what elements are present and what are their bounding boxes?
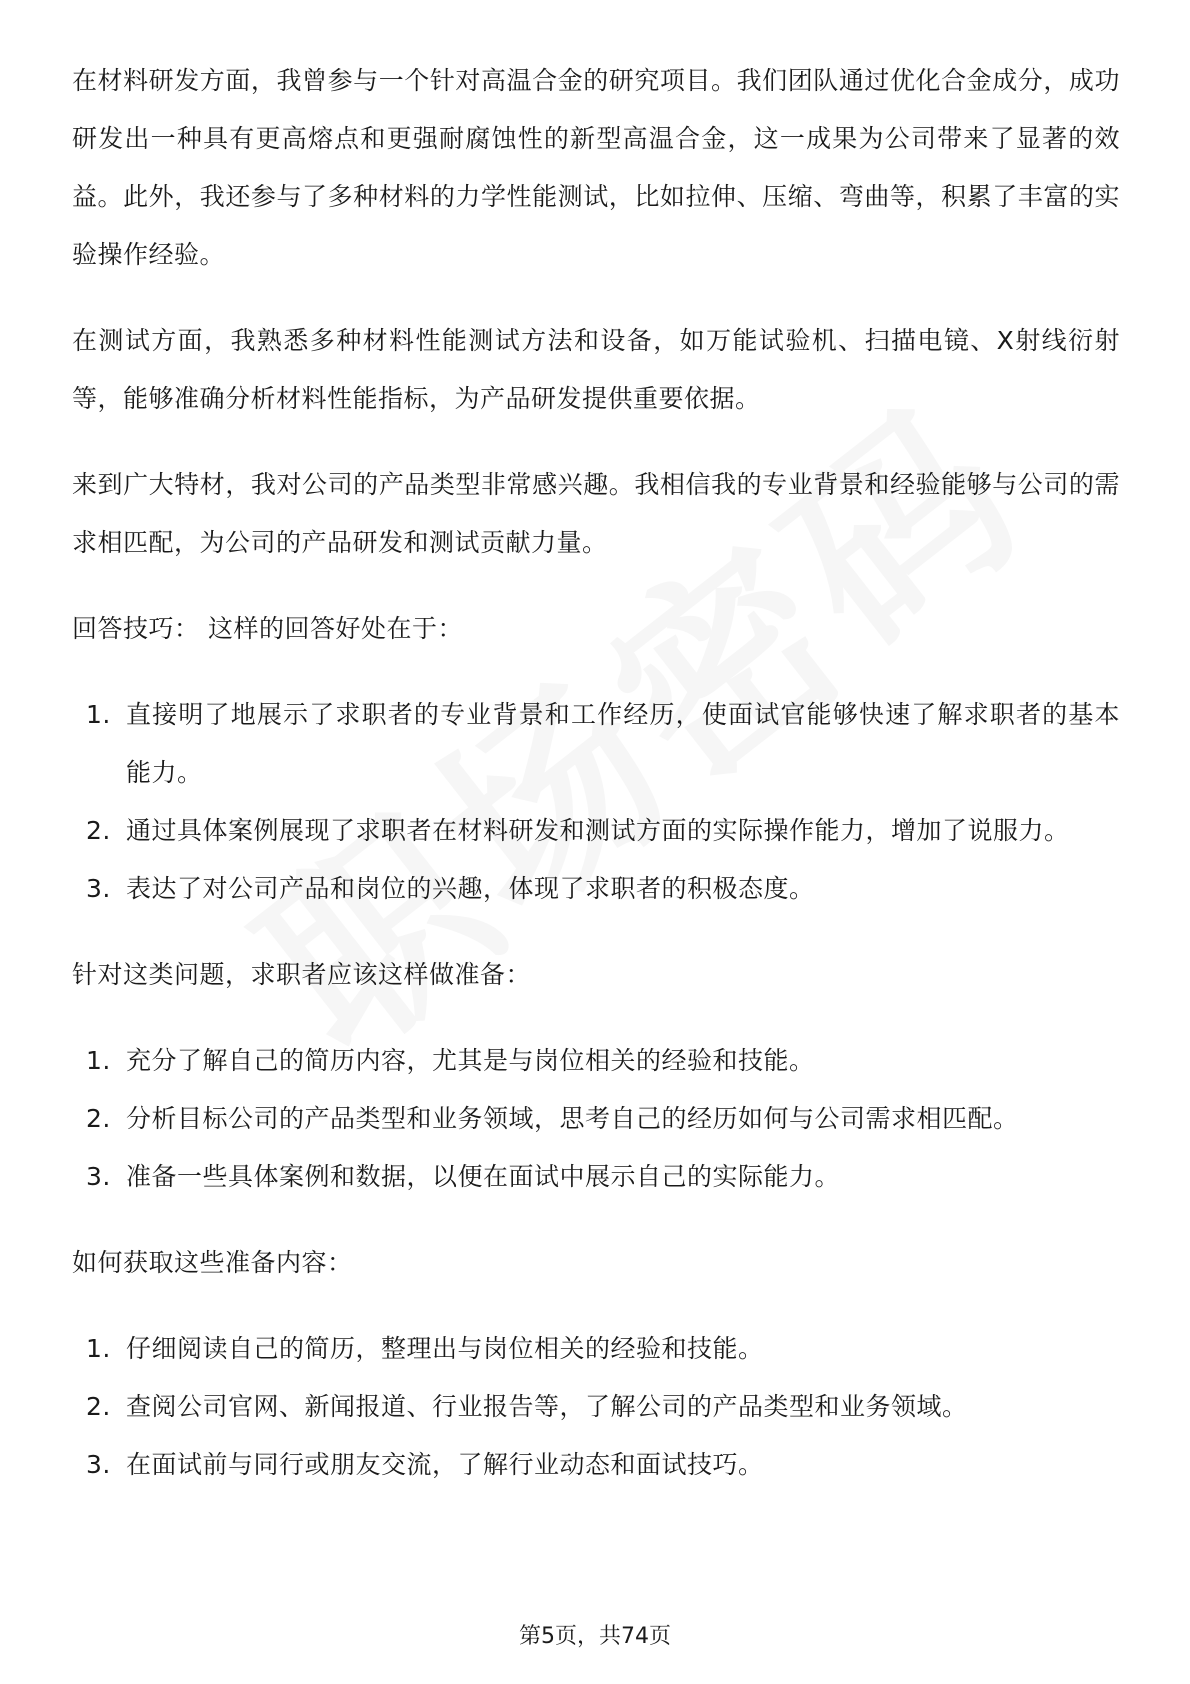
list-item bbox=[72, 1032, 1120, 1090]
section-heading-gathering: 如何获取这些准备内容： bbox=[72, 1248, 353, 1277]
section-heading-answer-tips: 回答技巧： 这样的回答好处在于： bbox=[72, 614, 463, 643]
list-item bbox=[72, 1320, 1120, 1378]
answer-tips-list bbox=[72, 686, 1120, 918]
list-item bbox=[72, 1378, 1120, 1436]
list-item-text: 准备一些具体案例和数据，以便在面试中展示自己的实际能力。 bbox=[126, 1162, 841, 1191]
list-item-text: 查阅公司官网、新闻报道、行业报告等，了解公司的产品类型和业务领域。 bbox=[126, 1392, 968, 1421]
paragraph-materials-rnd: 在材料研发方面，我曾参与一个针对高温合金的研究项目。我们团队通过优化合金成分，成功研发出一种具有更高熔点和更强耐腐蚀性的新型高温合金，这一成果为公司带来了显著的效益。此外，我还参与了多种材料的力学性能测试，比如拉伸、压缩、弯曲等，积累了丰富的实验操作经验。 bbox=[72, 66, 1120, 269]
page-number-footer: 第5页，共74页 bbox=[519, 1624, 671, 1649]
list-item-text: 直接明了地展示了求职者的专业背景和工作经历，使面试官能够快速了解求职者的基本能力。 bbox=[126, 700, 1120, 787]
list-number: 3. bbox=[86, 874, 111, 903]
list-item bbox=[72, 1148, 1120, 1206]
section-heading-preparation: 针对这类问题，求职者应该这样做准备： bbox=[72, 960, 532, 989]
list-item bbox=[72, 1436, 1120, 1494]
gathering-list bbox=[72, 1320, 1120, 1494]
list-number: 2. bbox=[86, 816, 111, 845]
paragraph-testing: 在测试方面，我熟悉多种材料性能测试方法和设备，如万能试验机、扫描电镜、X射线衍射等，能够准确分析材料性能指标，为产品研发提供重要依据。 bbox=[72, 326, 1120, 413]
list-item bbox=[72, 686, 1120, 802]
list-item bbox=[72, 802, 1120, 860]
paragraph-company-interest: 来到广大特材，我对公司的产品类型非常感兴趣。我相信我的专业背景和经验能够与公司的需求相匹配，为公司的产品研发和测试贡献力量。 bbox=[72, 470, 1120, 557]
list-number: 3. bbox=[86, 1162, 111, 1191]
list-item bbox=[72, 1090, 1120, 1148]
list-item-text: 充分了解自己的简历内容，尤其是与岗位相关的经验和技能。 bbox=[126, 1046, 815, 1075]
list-number: 3. bbox=[86, 1450, 111, 1479]
list-number: 1. bbox=[86, 1334, 111, 1363]
list-number: 1. bbox=[86, 1046, 111, 1075]
preparation-list bbox=[72, 1032, 1120, 1206]
list-item-text: 在面试前与同行或朋友交流，了解行业动态和面试技巧。 bbox=[126, 1450, 764, 1479]
list-item bbox=[72, 860, 1120, 918]
list-item-text: 表达了对公司产品和岗位的兴趣，体现了求职者的积极态度。 bbox=[126, 874, 815, 903]
list-item-text: 分析目标公司的产品类型和业务领域，思考自己的经历如何与公司需求相匹配。 bbox=[126, 1104, 1019, 1133]
list-number: 2. bbox=[86, 1104, 111, 1133]
list-item-text: 仔细阅读自己的简历，整理出与岗位相关的经验和技能。 bbox=[126, 1334, 764, 1363]
list-number: 1. bbox=[86, 700, 111, 729]
list-item-text: 通过具体案例展现了求职者在材料研发和测试方面的实际操作能力，增加了说服力。 bbox=[126, 816, 1070, 845]
list-number: 2. bbox=[86, 1392, 111, 1421]
